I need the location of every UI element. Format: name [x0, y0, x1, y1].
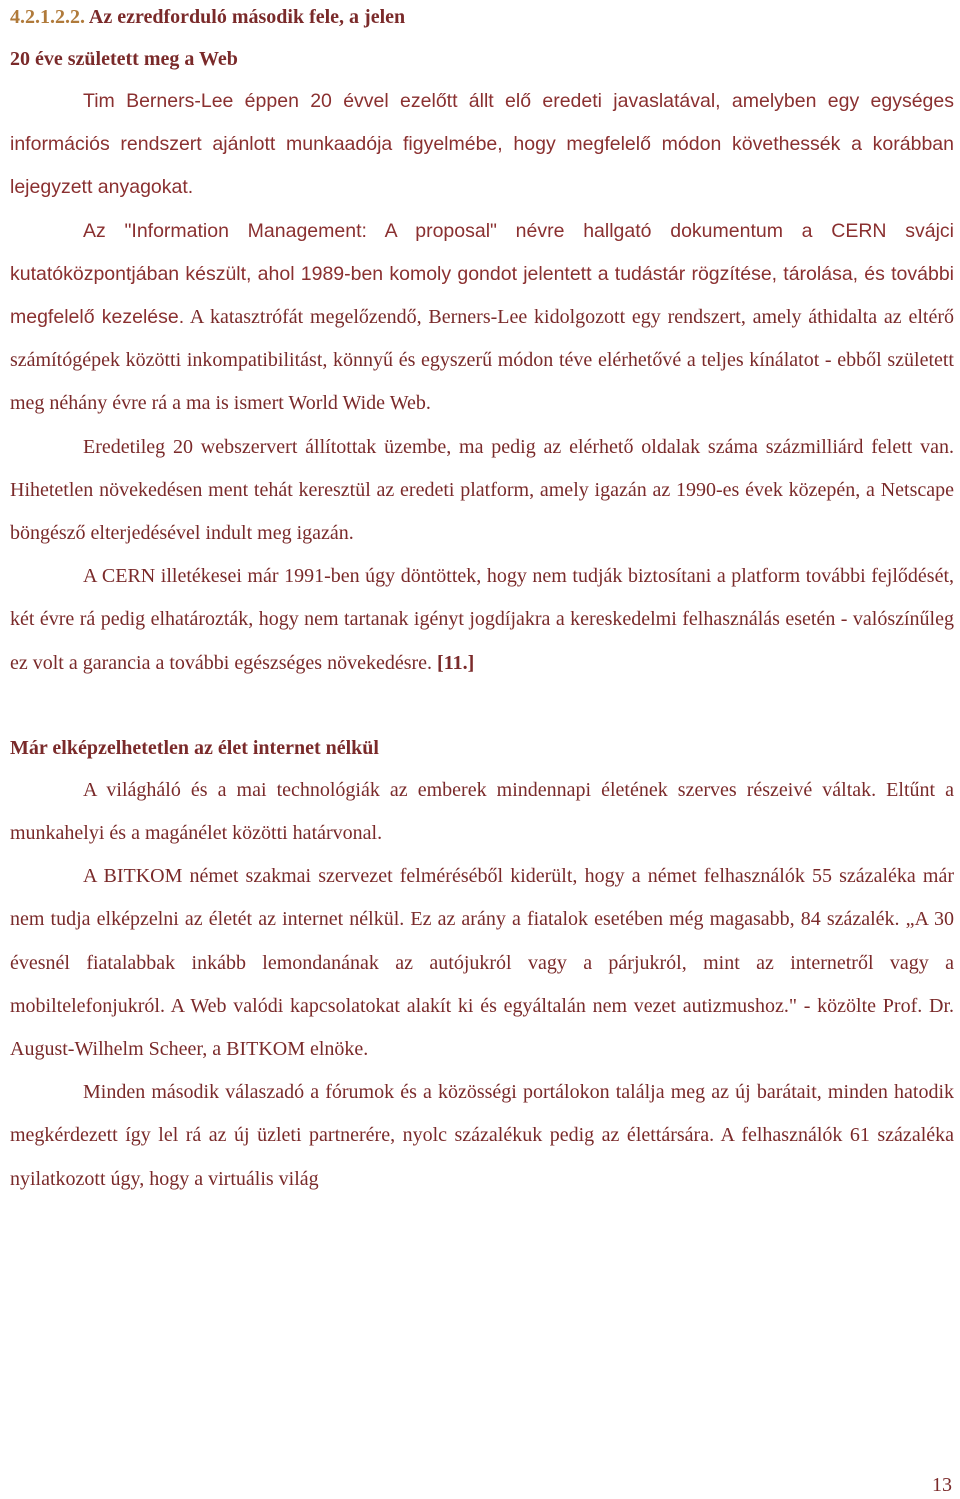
paragraph-4 — [10, 555, 954, 685]
paragraph-1: Tim Berners-Lee éppen 20 évvel ezelőtt állt elő eredeti javaslatával, amelyben egy egységes információs rendszert ajánlott munkaadója figyelmébe, hogy megfelelő módon követhessék a korábban lejegyzett anyagokat. — [10, 90, 954, 199]
paragraph-2-part-b: A katasztrófát megelőzendő, Berners-Lee kidolgozott egy rendszert, amely áthidalta az eltérő számítógépek közötti inkompatibilitást, könnyű és egyszerű módon téve elérhetővé a teljes kínálatot - ebből született meg néhány évre rá a ma is ismert World Wide Web. — [10, 306, 954, 415]
subsection-heading: Már elképzelhetetlen az élet internet nélkül — [10, 736, 379, 759]
paragraph-7: Minden második válaszadó a fórumok és a közösségi portálokon találja meg az új barátait, minden hatodik megkérdezett így lel rá az új üzleti partnerére, nyolc százalékuk pedig az élettársára. A felhasználók 61 százaléka nyilatkozott úgy, hogy a virtuális világ — [10, 1081, 954, 1190]
paragraph-5: A világháló és a mai technológiák az emberek mindennapi életének szerves részeivé váltak. Eltűnt a munkahelyi és a magánélet közötti határvonal. — [10, 778, 954, 845]
paragraph-2 — [10, 210, 954, 426]
paragraph-3: Eredetileg 20 webszervert állítottak üzembe, ma pedig az elérhető oldalak száma százmilliárd felett van. Hihetetlen növekedésen ment tehát keresztül az eredeti platform, amely igazán az 1990-es évek közepén, a Netscape böngésző elterjedésével indult meg igazán. — [10, 435, 954, 545]
section-heading — [10, 0, 954, 38]
spacer — [10, 685, 954, 727]
section-title-line2: 20 éve született meg a Web — [10, 48, 238, 70]
paragraph-6: A BITKOM német szakmai szervezet felméréséből kiderült, hogy a német felhasználók 55 százaléka már nem tudja elképzelni az életét az internet nélkül. Ez az arány a fiatalok esetében még magasabb, 84 százalék. „A 30 évesnél fiatalabbak inkább lemondanának az autójukról vagy a párjukról, mint az internetről vagy a mobiltelefonjukról. A Web valódi kapcsolatokat alakít ki és egyáltalán nem vezet autizmushoz." - közölte Prof. Dr. August-Wilhelm Scheer, a BITKOM elnöke. — [10, 865, 954, 1061]
paragraph-2-part-a: Az "Information Management: A proposal" névre hallgató dokumentum a CERN svájci kutatóközpontjában készült, ahol 1989-ben komoly gondot jelentett a tudástár rögzítése, tárolása, és további megfelelő kezelése. — [10, 219, 954, 329]
page-number: 13 — [932, 1474, 952, 1496]
document-page — [10, 0, 954, 1201]
section-title-line1: Az ezredforduló második fele, a jelen — [88, 6, 406, 28]
paragraph-4-text: A CERN illetékesei már 1991-ben úgy döntöttek, hogy nem tudják biztosítani a platform további fejlődését, két évre rá pedig elhatározták, hogy nem tartanak igényt jogdíjakra a kereskedelmi felhasználás esetén - valószínűleg ez volt a garancia a további egészséges növekedésre. — [10, 565, 954, 674]
reference-marker: [11.] — [437, 651, 475, 674]
section-number: 4.2.1.2.2. — [10, 6, 85, 28]
